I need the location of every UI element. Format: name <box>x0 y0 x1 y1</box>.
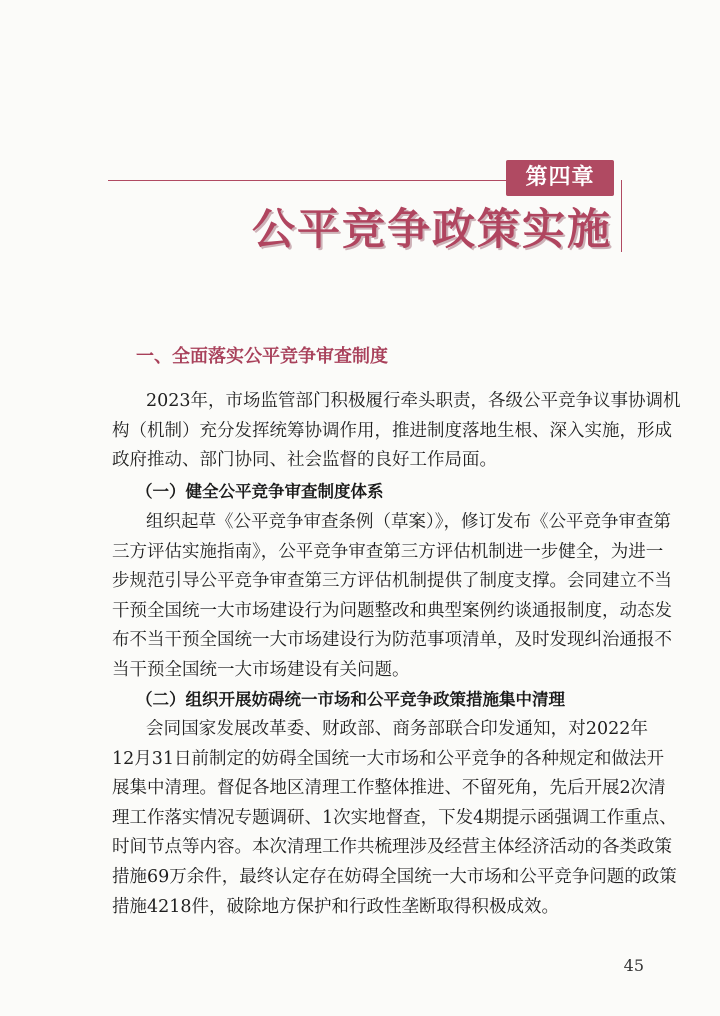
paragraph-line: 2023年，市场监管部门积极履行牵头职责，各级公平竞争议事协调机 <box>146 391 681 411</box>
paragraph-line: 三方评估实施指南》，公平竞争审查第三方评估机制进一步健全，为进一 <box>112 541 664 562</box>
paragraph-line: 当干预全国统一大市场建设有关问题。 <box>112 659 410 680</box>
paragraph-line: 组织起草《公平竞争审查条例（草案）》，修订发布《公平竞争审查第 <box>146 512 671 532</box>
chapter-top-rule <box>108 180 508 181</box>
paragraph-line: 措施69万余件，最终认定存在妨碍全国统一大市场和公平竞争问题的政策 <box>112 866 677 887</box>
chapter-title: 公平竞争政策实施 <box>252 205 612 255</box>
paragraph-line: 步规范引导公平竞争审查第三方评估机制提供了制度支撑。会同建立不当 <box>112 571 672 592</box>
subsection-paragraph-2 <box>112 715 677 922</box>
intro-paragraph <box>112 387 681 476</box>
paragraph-line: 会同国家发展改革委、财政部、商务部联合印发通知，对2022年 <box>146 719 648 739</box>
subsection-heading-2: （二）组织开展妨碍统一市场和公平竞争政策措施集中清理 <box>136 690 565 709</box>
subsection-paragraph-1 <box>112 508 672 686</box>
paragraph-line: 12月31日前制定的妨碍全国统一大市场和公平竞争的各种规定和做法开 <box>112 748 665 769</box>
paragraph-line: 理工作落实情况专题调研、1次实地督查，下发4期提示函强调工作重点、 <box>112 807 677 828</box>
chapter-side-rule <box>621 180 622 252</box>
page-number: 45 <box>623 956 644 975</box>
paragraph-line: 展集中清理。督促各地区清理工作整体推进、不留死角，先后开展2次清 <box>112 778 666 799</box>
section-heading: 一、全面落实公平竞争审查制度 <box>136 346 388 367</box>
paragraph-line: 时间节点等内容。本次清理工作共梳理涉及经营主体经济活动的各类政策 <box>112 837 672 858</box>
subsection-heading-1: （一）健全公平竞争审查制度体系 <box>136 482 384 501</box>
paragraph-line: 布不当干预全国统一大市场建设行为防范事项清单，及时发现纠治通报不 <box>112 630 672 651</box>
paragraph-line: 措施4218件，破除地方保护和行政性垄断取得积极成效。 <box>112 896 560 917</box>
paragraph-line: 构（机制）充分发挥统筹协调作用，推进制度落地生根、深入实施，形成 <box>112 420 672 441</box>
paragraph-line: 干预全国统一大市场建设行为问题整改和典型案例约谈通报制度，动态发 <box>112 600 672 621</box>
paragraph-line: 政府推动、部门协同、社会监督的良好工作局面。 <box>112 450 497 471</box>
chapter-label: 第四章 <box>506 160 614 196</box>
